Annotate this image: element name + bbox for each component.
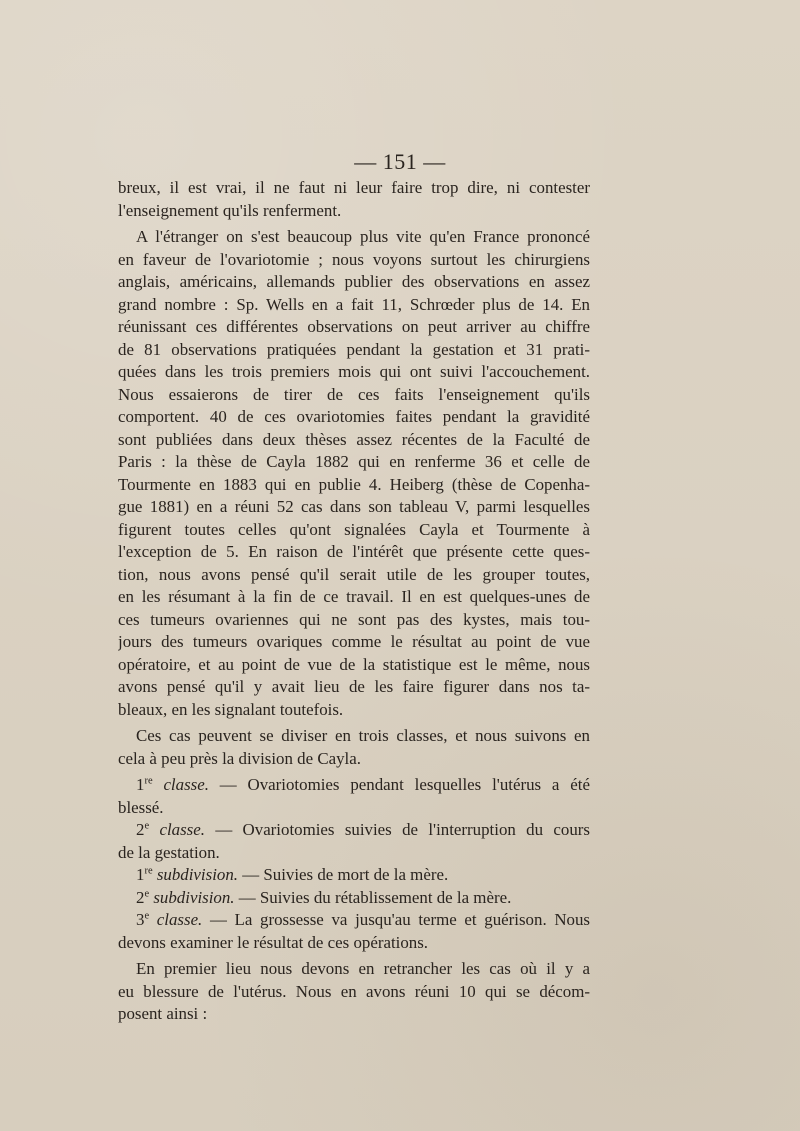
class-superscript: re (144, 775, 153, 787)
subdivision-line (118, 887, 590, 910)
text-line: Tourmente en 1883 qui en publie 4. Heiberg (thèse de Copenha- (118, 474, 590, 494)
text-line: sont publiées dans deux thèses assez récentes de la Faculté de (118, 429, 590, 449)
text-line: figurent toutes celles qu'ont signalées Cayla et Tourmente à (118, 519, 590, 539)
subdivision-superscript: re (144, 865, 153, 877)
text-line: jours des tumeurs ovariques comme le résultat au point de vue (118, 632, 590, 651)
subdivision-number: 2 (136, 887, 145, 907)
text-line: En premier lieu nous devons en retrancher les cas où il y a (136, 959, 590, 978)
text-line: avons pensé qu'il y avait lieu de les faire figurer dans nos ta- (118, 677, 590, 696)
text-line: de 81 observations pratiquées pendant la gestation et 31 prati- (118, 339, 590, 359)
class-number: 2 (136, 820, 145, 839)
text-line: posent ainsi : (118, 1004, 208, 1023)
subdivision-line (118, 864, 590, 887)
text-line: quées dans les trois premiers mois qui ont suivi l'accouchement. (118, 362, 590, 381)
subdivision-label: subdivision. (153, 887, 235, 907)
text-line: bleaux, en les signalant toutefois. (118, 699, 344, 719)
text-line: A l'étranger on s'est beaucoup plus vite qu'en France prononcé (136, 227, 590, 246)
text-line: ces tumeurs ovariennes qui ne sont pas des kystes, mais tou- (118, 609, 590, 629)
text-line: Suivies du rétablissement de la mère. (259, 887, 512, 907)
text-line: Nous essaierons de tirer de ces faits l'enseignement qu'ils (118, 384, 590, 404)
em-dash: — (219, 775, 237, 794)
class-label: classe. (156, 910, 203, 929)
subdivision-number: 1 (136, 865, 145, 884)
main-text (118, 177, 590, 1026)
text-line: l'enseignement qu'ils renferment. (118, 200, 342, 220)
text-line: Ces cas peuvent se diviser en trois classes, et nous suivons en (136, 726, 590, 745)
text-line: de la gestation. (118, 842, 220, 862)
text-line: anglais, américains, allemands publier des observations en assez (118, 272, 590, 291)
text-line: cela à peu près la division de Cayla. (118, 748, 361, 768)
classification-line (118, 774, 590, 797)
text-line: Ovariotomies suivies de l'interruption du cours (242, 820, 590, 839)
class-label: classe. (159, 820, 205, 839)
text-line: gue 1881) en a réuni 52 cas dans son tableau V, parmi lesquelles (118, 497, 590, 516)
subdivision-superscript: e (144, 887, 150, 899)
class-label: classe. (163, 775, 209, 794)
em-dash: — (242, 865, 260, 884)
text-line: opératoire, et au point de vue de la statistique est le même, nous (118, 654, 590, 674)
text-line: blessé. (118, 797, 164, 817)
text-line: en faveur de l'ovariotomie ; nous voyons surtout les chirurgiens (118, 249, 590, 269)
text-line: réunissant ces différentes observations on peut arriver au chiffre (118, 317, 590, 336)
text-line: Ovariotomies pendant lesquelles l'utérus a été (247, 775, 590, 794)
classification-line (118, 819, 590, 842)
classification-line (118, 909, 590, 932)
class-number: 3 (136, 910, 145, 929)
em-dash: — (238, 887, 256, 907)
em-dash: — (215, 820, 233, 839)
em-dash: — (209, 910, 227, 929)
text-line: en les résumant à la fin de ce travail. Il en est quelques-unes de (118, 587, 590, 606)
text-line: breux, il est vrai, il ne faut ni leur faire trop dire, ni contester (118, 178, 590, 197)
page-number: — 151 — (354, 149, 446, 174)
subdivision-label: subdivision. (156, 865, 238, 884)
text-line: comportent. 40 de ces ovariotomies faites pendant la gravidité (118, 407, 590, 426)
class-number: 1 (136, 775, 145, 794)
text-line: Paris : la thèse de Cayla 1882 qui en renferme 36 et celle de (118, 452, 590, 471)
text-line: l'exception de 5. En raison de l'intérêt que présente cette ques- (118, 542, 590, 561)
text-line: eu blessure de l'utérus. Nous en avons réuni 10 qui se décom- (118, 981, 590, 1001)
text-line: grand nombre : Sp. Wells en a fait 11, Schrœder plus de 14. En (118, 294, 590, 314)
text-line: tion, nous avons pensé qu'il serait utile de les grouper toutes, (118, 564, 590, 584)
class-superscript: e (144, 910, 150, 922)
text-line: devons examiner le résultat de ces opérations. (118, 932, 429, 952)
text-line: Suivies de mort de la mère. (263, 865, 449, 884)
text-line: La grossesse va jusqu'au terme et guérison. Nous (234, 910, 590, 929)
class-superscript: e (144, 820, 150, 832)
